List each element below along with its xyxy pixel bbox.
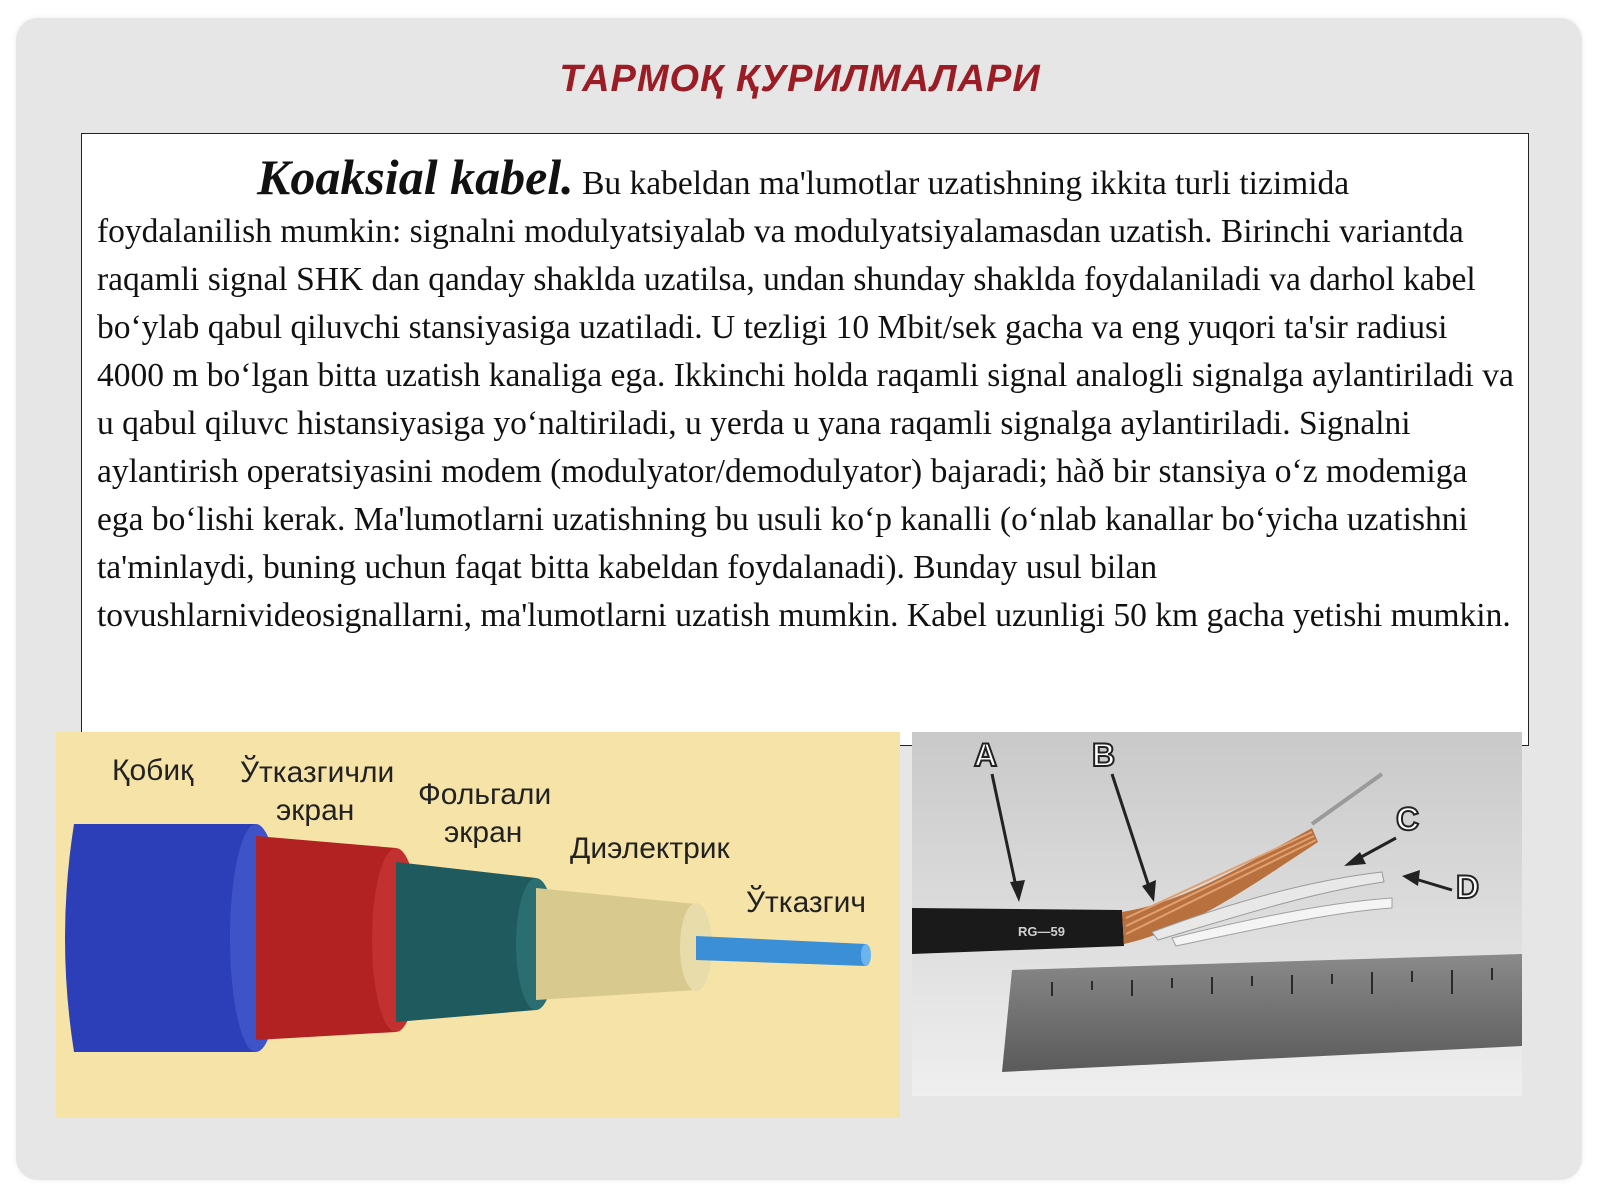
body-text (97, 149, 1517, 640)
lead-term: Koaksial kabel. (257, 149, 574, 205)
label-conductor: Ўтказгич (746, 886, 867, 919)
label-d: D (1456, 869, 1480, 905)
label-jacket: Қобиқ (112, 754, 194, 787)
foil-shield (396, 862, 536, 1022)
label-c: C (1396, 801, 1420, 837)
label-a: A (974, 737, 998, 773)
label-dielectric: Диэлектрик (570, 832, 730, 865)
label-shield-line1: Ўтказгичли (240, 756, 395, 789)
label-foil-line2: экран (444, 816, 523, 849)
slide-title: ТАРМОҚ ҚУРИЛМАЛАРИ (559, 58, 1041, 100)
dielectric-layer (536, 888, 696, 1000)
label-foil-line1: Фольгали (418, 778, 552, 811)
coax-photo-illustration (912, 732, 1522, 1096)
label-b: B (1092, 737, 1116, 773)
coax-layers-illustration (56, 732, 900, 1118)
center-conductor-end (861, 944, 871, 966)
label-shield-line2: экран (276, 794, 355, 827)
body-paragraph: Bu kabeldan ma'lumotlar uzatishning ikkita turli tizimida foydalanilish mumkin: signalni modulyatsiyalab va modulyatsiyalamasdan uzatish. Birinchi variantda raqamli signal SHK dan qanday shaklda uzatilsa, undan shunday shaklda foydalaniladi va darhol kabel bo‘ylab qabul qiluvchi stansiyasiga uzatiladi. U tezligi 10 Mbit/sek gacha va eng yuqori ta'sir radiusi 4000 m bo‘lgan bitta uzatish kanaliga ega. Ikkinchi holda raqamli signal analogli signalga aylantiriladi va u qabul qiluvc histansiyasiga yo‘naltiriladi, u yerda u yana raqamli signalga aylantiriladi. Signalni aylantirish operatsiyasini modem (modulyator/demodulyator) bajaradi; hàð bir stansiya o‘z modemiga ega bo‘lishi kerak. Ma'lumotlarni uzatishning bu usuli ko‘p kanalli (o‘nlab kanallar bo‘yicha uzatishni ta'minlaydi, buning uchun faqat bitta kabeldan foydalanadi). Bunday usul bilan tovushlarnivideosignallarni, ma'lumotlarni uzatish mumkin. Kabel uzunligi 50 km gacha yetishi mumkin. (97, 165, 1514, 634)
cable-marking: RG—59 (1018, 924, 1065, 939)
